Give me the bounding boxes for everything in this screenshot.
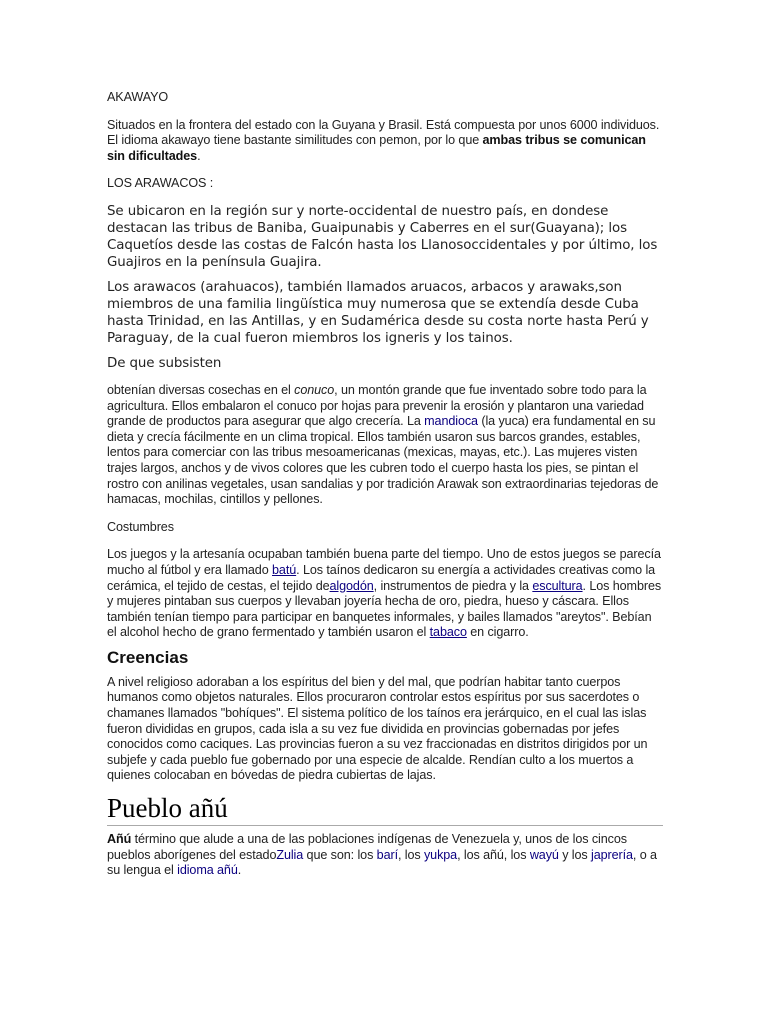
link-yukpa[interactable]: yukpa — [423, 847, 458, 862]
paragraph-costumbres — [107, 547, 663, 641]
text-run: . — [197, 148, 201, 163]
section-heading-costumbres: Costumbres — [107, 519, 174, 534]
section-heading-creencias: Creencias — [107, 647, 189, 667]
text-run: . Los hombres y mujeres pintaban sus cuerpos y llevaban joyería hecha de oro, piedra, hueso y cáscara. Ellos también tenían tiempo para participar en banquetes informales, y bailes llamados "areytos". Bebían el alcohol hecho de grano fermentado y también usaron el — [107, 578, 662, 640]
paragraph-creencias: A nivel religioso adoraban a los espíritus del bien y del mal, que podrían habitar tanto cuerpos humanos como objetos naturales. Ellos procuraron controlar estos espíritus por sus sacerdotes o chamanes llamados "bohíques". El sistema político de los taínos era jerárquico, en el cual las islas fueron divididas en grupos, cada isla a su vez fue dividida en provincias gobernadas por jefes conocidos como caciques. Las provincias fueron a su vez fraccionadas en distritos dirigidos por un subjefe y cada pueblo fue gobernado por una especie de alcalde. Rendían culto a los muertos a quienes colocaban en bóvedas de piedra cubiertas de lajas. — [107, 674, 648, 783]
text-run: , los añú, los — [457, 847, 530, 862]
text-run: (la yuca) era fundamental en su dieta y crecía fácilmente en un clima tropical. Ellos también usaron sus barcos grandes, estables, lentos para comerciar con las tribus mesoamericanas (mexicas, mayas, etc.). Las mujeres visten trajes largos, anchos y de vivos colores que les cubren todo el cuerpo hasta los pies, se pintan el rostro con anilinas vegetales, usan sandalias y por tradición Arawak son extraordinarias tejedoras de hamacas, mochilas, cintillos y pellones. — [107, 414, 659, 507]
link-idioma-anu[interactable]: idioma añú — [177, 863, 238, 878]
bold-text: ambas tribus se comunican sin dificultades — [107, 133, 646, 163]
link-batu[interactable]: batú — [272, 562, 297, 577]
paragraph-subsisten — [107, 383, 663, 508]
section-heading-subsisten: De que subsisten — [107, 355, 222, 371]
link-tabaco[interactable]: tabaco — [429, 625, 467, 640]
paragraph-pueblo-anu — [107, 832, 663, 879]
text-run: . Los taínos dedicaron su energía a actividades creativas como la cerámica, el tejido de cestas, el tejido de — [107, 562, 656, 593]
text-run: , los — [397, 847, 424, 862]
bold-text: Añú — [107, 832, 132, 847]
link-escultura[interactable]: escultura — [532, 578, 583, 593]
link-mandioca[interactable]: mandioca — [424, 414, 478, 429]
text-run: , o a su lengua el — [107, 847, 657, 878]
paragraph-akawayo — [107, 118, 663, 165]
text-run: . — [237, 863, 242, 878]
text-run: en cigarro. — [466, 625, 529, 640]
link-algodon[interactable]: algodón — [329, 578, 374, 593]
link-japreria[interactable]: japrería — [591, 847, 633, 862]
document-page — [107, 90, 663, 879]
text-run: que son: los — [303, 847, 377, 862]
section-heading-pueblo-anu: Pueblo añú — [107, 792, 663, 826]
text-run: obtenían diversas cosechas en el — [107, 382, 295, 397]
text-run: y los — [558, 847, 592, 862]
paragraph-arawacos-family: Los arawacos (arahuacos), también llamados aruacos, arbacos y arawaks,son miembros de una familia lingüística muy numerosa que se extendía desde Cuba hasta Trinidad, en las Antillas, y en Sudamérica desde su costa norte hasta Perú y Paraguay, de la cual fueron miembros los igneris y los tainos. — [107, 279, 649, 346]
section-heading-akawayo: AKAWAYO — [107, 90, 169, 104]
text-run: Los juegos y la artesanía ocupaban también buena parte del tiempo. Uno de estos juegos se parecía mucho al fútbol y era llamado — [107, 547, 661, 577]
link-bari[interactable]: barí — [376, 847, 398, 862]
text-run: Situados en la frontera del estado con la Guyana y Brasil. Está compuesta por unos 6000 individuos. El idioma akawayo tiene bastante similitudes con pemon, por lo que — [107, 117, 660, 148]
italic-text: conuco — [294, 382, 335, 397]
text-run: , instrumentos de piedra y la — [373, 578, 533, 593]
text-run: , un montón grande que fue inventado sobre todo para la agricultura. Ellos embalaron el conuco por hojas para prevenir la erosión y plantaron una variedad grande de productos para asegurar que algo crecería. La — [107, 382, 647, 429]
link-wayu[interactable]: wayú — [529, 847, 559, 862]
section-heading-arawacos: LOS ARAWACOS : — [107, 176, 214, 191]
link-zulia[interactable]: Zulia — [276, 847, 304, 862]
text-run: término que alude a una de las poblaciones indígenas de Venezuela y, unos de los cincos pueblos aborígenes del estado — [107, 832, 627, 862]
paragraph-arawacos-location: Se ubicaron en la región sur y norte-occidental de nuestro país, en dondese destacan las tribus de Baniba, Guaipunabis y Caberres en el sur(Guayana); los Caquetíos desde las costas de Falcón hasta los Llanosoccidentales y por último, los Guajiros en la península Guajira. — [107, 203, 658, 270]
